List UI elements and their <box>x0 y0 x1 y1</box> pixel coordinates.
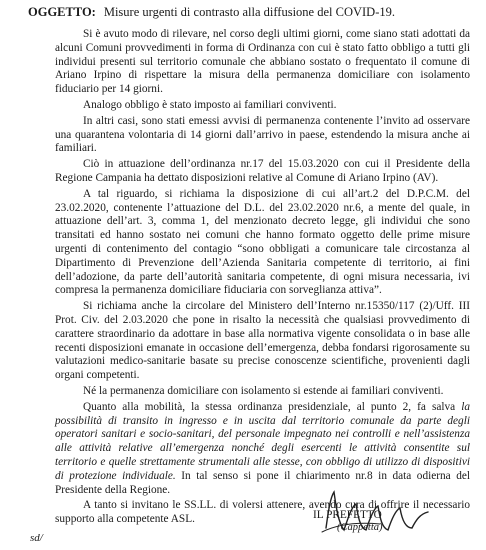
paragraph-dpcm-reference: A tal riguardo, si richiama la disposizione di cui all’art.2 del D.P.C.M. del 23.02.2020, contenente l’attuazione del D.L. del 23.02.2020 nr.6, a mente del quale, in attuazione dell’art. 3, comma 1, del menzionato decreto legge, gli individui che sono transitati ed hanno sostato nei comuni che hanno formato oggetto delle prime misure urgenti di contenimento del contagio “sono obbligati a comunicare tale circostanza al Dipartimento di Prevenzione dell’Azienda Sanitaria competente di territorio, ai fini dell’adozione, da parte dell’autorità sanitaria competente, di ogni misura necessaria, ivi compresa la permanenza domiciliare fiduciaria con sorveglianza attiva”. <box>55 187 470 297</box>
mobility-italic-quote: la possibilità di transito in ingresso e in uscita dal territorio comunale da parte degli operatori sanitari e socio-sanitari, del personale impegnato nei controlli e nell’assistenza alle attività relative all’emergenza nonché degli esercenti le attività consentite sul territorio e quelle strettamente strumentali alle stesse, con obbligo di utilizzo di dispositivi di protezione individuale. <box>55 400 470 482</box>
signature-title: IL PREFETTO <box>313 509 382 521</box>
letter-body <box>55 28 470 527</box>
mobility-outro: In tal senso si pone il chiarimento nr.8 in data odierna del Presidente della Regione. <box>55 469 470 496</box>
subject-label: OGGETTO: <box>28 5 96 19</box>
paragraph-ministry-circular: Si richiama anche la circolare del Ministero dell’Interno nr.15350/117 (2)/Uff. III Prot. Civ. del 2.03.2020 che pone in risalto la necessità che qualsiasi provvedimento di carattere straordinario da adottare in base alla normativa vigente consolidata o in base alle recenti disposizioni emanate in occasione dell’emergenza, debba fondarsi rigorosamente su valutazioni medico-sanitarie basate su precise conoscenze scientifiche, provenienti dagli organi competenti. <box>55 300 470 382</box>
subject-line <box>28 5 395 20</box>
paragraph-family-obligation: Analogo obbligo è stato imposto ai familiari conviventi. <box>83 98 337 111</box>
mobility-intro: Quanto alla mobilità, la stessa ordinanza presidenziale, al punto 2, fa salva <box>83 400 462 413</box>
paragraph-closing: A tanto si invitano le SS.LL. di volersi attenere, avendo cura di offrire il necessario supporto alla competente ASL. <box>55 499 470 526</box>
signature-name: (Cappetta) <box>337 522 383 533</box>
paragraph-family-exclusion: Né la permanenza domiciliare con isolamento si estende ai familiari conviventi. <box>83 384 444 397</box>
subject-text: Misure urgenti di contrasto alla diffusione del COVID-19. <box>103 5 395 19</box>
footer-initials: sd/ <box>30 532 43 544</box>
paragraph-mobility <box>55 401 470 498</box>
paragraph-regional-ordinance: Ciò in attuazione dell’ordinanza nr.17 del 15.03.2020 con cui il Presidente della Regione Campania ha dettato disposizioni relative al Comune di Ariano Irpino (AV). <box>55 158 470 184</box>
paragraph-municipal-ordinances: Si è avuto modo di rilevare, nel corso degli ultimi giorni, come siano stati adottati da alcuni Comuni provvedimenti in forma di Ordinanza con cui è stato fatto obbligo a tutti gli individui presenti sul territorio comunale che abbiano sostato o frequentato il comune di Ariano Irpino di rispettare la misura della permanenza domiciliare con isolamento fiduciario per 14 giorni. <box>55 28 470 96</box>
paragraph-voluntary-quarantine: In altri casi, sono stati emessi avvisi di permanenza contenente l’invito ad osservare una quarantena volontaria di 14 giorni dall’arrivo in paese, estendendo la misura anche ai familiari. <box>55 114 470 155</box>
